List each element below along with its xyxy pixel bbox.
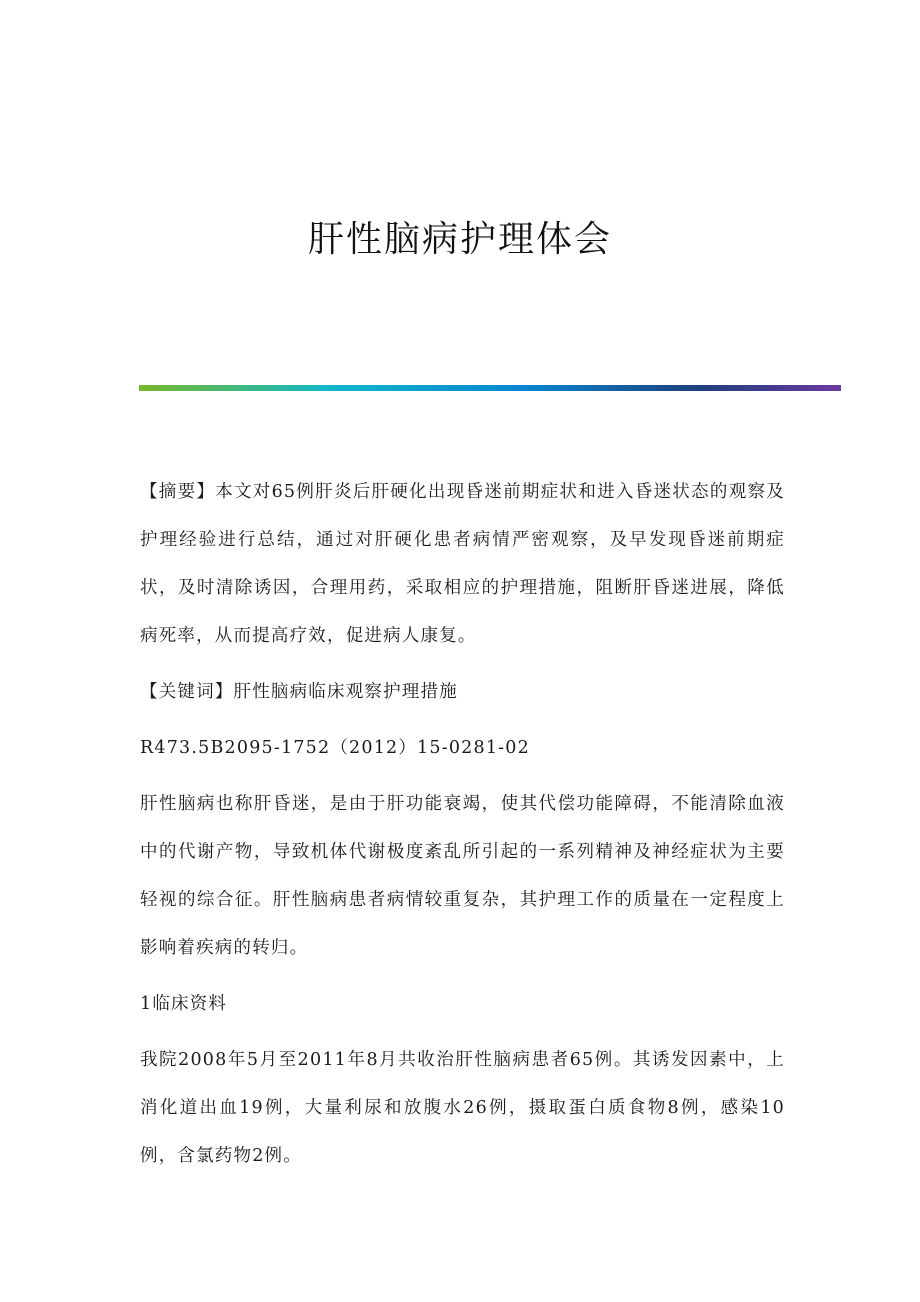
clinical-data-paragraph: 我院2008年5月至2011年8月共收治肝性脑病患者65例。其诱发因素中，上消化道出血19例，大量利尿和放腹水26例，摄取蛋白质食物8例，感染10例，含氯药物2例。 <box>140 1050 785 1166</box>
document-body <box>140 468 785 1188</box>
classification-code: R473.5B2095-1752（2012）15-0281-02 <box>140 738 530 758</box>
section-heading-clinical-data: 1临床资料 <box>140 994 228 1014</box>
keywords-line: 【关键词】肝性脑病临床观察护理措施 <box>140 682 458 702</box>
document-title: 肝性脑病护理体会 <box>307 219 612 260</box>
intro-paragraph: 肝性脑病也称肝昏迷，是由于肝功能衰竭，使其代偿功能障碍，不能清除血液中的代谢产物，导致机体代谢极度紊乱所引起的一系列精神及神经症状为主要轻视的综合征。肝性脑病患者病情较重复杂，其护理工作的质量在一定程度上影响着疾病的转归。 <box>140 794 785 958</box>
gradient-divider <box>139 385 841 391</box>
abstract-paragraph: 【摘要】本文对65例肝炎后肝硬化出现昏迷前期症状和进入昏迷状态的观察及护理经验进行总结，通过对肝硬化患者病情严密观察，及早发现昏迷前期症状，及时清除诱因，合理用药，采取相应的护理措施，阻断肝昏迷进展，降低病死率，从而提高疗效，促进病人康复。 <box>140 482 785 646</box>
